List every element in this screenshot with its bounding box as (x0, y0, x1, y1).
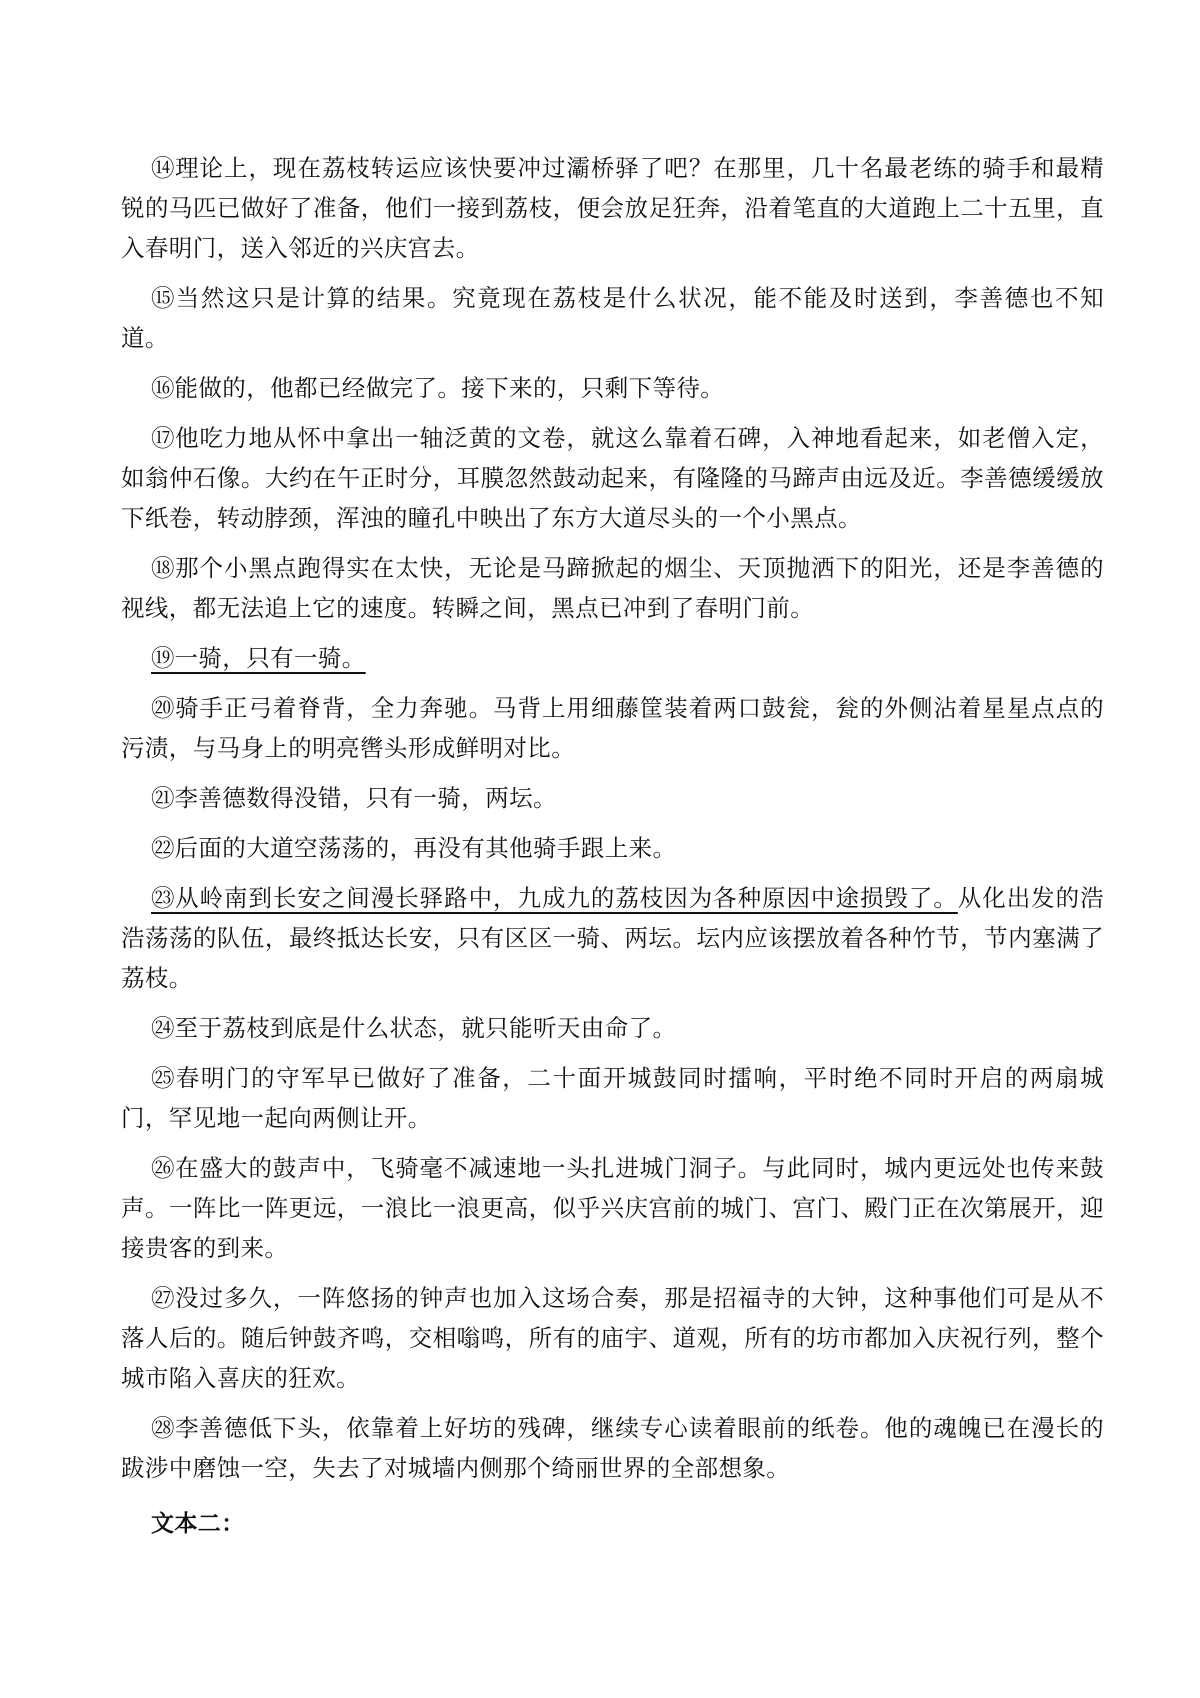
paragraph-number: ㉒ (151, 834, 175, 862)
paragraph-text: 在盛大的鼓声中，飞骑毫不减速地一头扎进城门洞子。与此同时，城内更远处也传来鼓声。一阵比一阵更远，一浪比一浪更高，似乎兴庆宫前的城门、宫门、殿门正在次第展开，迎接贵客的到来。 (121, 1154, 1104, 1262)
paragraph-number: ⑯ (151, 374, 175, 402)
paragraph-number: ⑱ (151, 554, 176, 582)
paragraph-text: 后面的大道空荡荡的，再没有其他骑手跟上来。 (174, 834, 677, 862)
paragraph-27 (121, 1278, 1104, 1398)
paragraph-text: 至于荔枝到底是什么状态，就只能听天由命了。 (174, 1014, 677, 1042)
underlined-text: 从岭南到长安之间漫长驿路中，九成九的荔枝因为各种原因中途损毁了。 (175, 884, 958, 912)
paragraph-number: ㉑ (151, 784, 175, 812)
paragraph-25 (121, 1058, 1104, 1138)
paragraph-number: ⑮ (151, 284, 176, 312)
paragraph-text: 没过多久，一阵悠扬的钟声也加入这场合奏，那是招福寺的大钟，这种事他们可是从不落人后的。随后钟鼓齐鸣，交相嗡鸣，所有的庙宇、道观，所有的坊市都加入庆祝行列，整个城市陷入喜庆的狂欢。 (121, 1284, 1104, 1392)
paragraph-number: ㉗ (151, 1284, 176, 1312)
paragraph-number: ㉓ (151, 884, 176, 912)
paragraph-text: 李善德低下头，依靠着上好坊的残碑，继续专心读着眼前的纸卷。他的魂魄已在漫长的跋涉中磨蚀一空，失去了对城墙内侧那个绮丽世界的全部想象。 (121, 1414, 1104, 1482)
paragraph-text: 当然这只是计算的结果。究竟现在荔枝是什么状况，能不能及时送到，李善德也不知道。 (121, 284, 1104, 352)
paragraph-22 (121, 828, 1104, 868)
paragraph-number: ㉔ (151, 1014, 175, 1042)
paragraph-text: 春明门的守军早已做好了准备，二十面开城鼓同时擂响，平时绝不同时开启的两扇城门，罕见地一起向两侧让开。 (121, 1064, 1104, 1132)
paragraph-text: 那个小黑点跑得实在太快，无论是马蹄掀起的烟尘、天顶抛洒下的阳光，还是李善德的视线，都无法追上它的速度。转瞬之间，黑点已冲到了春明门前。 (121, 554, 1104, 622)
paragraph-18 (121, 548, 1104, 628)
paragraph-24 (121, 1008, 1104, 1048)
paragraph-19 (121, 638, 1104, 678)
underlined-text: 一骑，只有一骑。 (174, 644, 366, 672)
paragraph-text: 从化出发的浩浩荡荡的队伍，最终抵达长安，只有区区一骑、两坛。坛内应该摆放着各种竹节，节内塞满了荔枝。 (121, 884, 1104, 992)
paragraph-number: ⑰ (151, 424, 176, 452)
paragraph-text: 理论上，现在荔枝转运应该快要冲过灞桥驿了吧？在那里，几十名最老练的骑手和最精锐的马匹已做好了准备，他们一接到荔枝，便会放足狂奔，沿着笔直的大道跑上二十五里，直入春明门，送入邻近的兴庆宫去。 (121, 154, 1104, 262)
paragraph-20 (121, 688, 1104, 768)
paragraph-28 (121, 1408, 1104, 1488)
paragraph-text: 李善德数得没错，只有一骑，两坛。 (174, 784, 557, 812)
paragraph-text: 骑手正弓着脊背，全力奔驰。马背上用细藤筐装着两口鼓瓮，瓮的外侧沾着星星点点的污渍，与马身上的明亮辔头形成鲜明对比。 (121, 694, 1104, 762)
paragraph-23 (121, 878, 1104, 998)
paragraph-text: 他吃力地从怀中拿出一轴泛黄的文卷，就这么靠着石碑，入神地看起来，如老僧入定，如翁仲石像。大约在午正时分，耳膜忽然鼓动起来，有隆隆的马蹄声由远及近。李善德缓缓放下纸卷，转动脖颈，浑浊的瞳孔中映出了东方大道尽头的一个小黑点。 (121, 424, 1104, 532)
paragraph-number: ⑳ (151, 694, 176, 722)
paragraph-text: 能做的，他都已经做完了。接下来的，只剩下等待。 (174, 374, 725, 402)
paragraph-number: ㉕ (151, 1064, 176, 1092)
paragraph-21 (121, 778, 1104, 818)
paragraph-16 (121, 368, 1104, 408)
paragraph-26 (121, 1148, 1104, 1268)
paragraph-number: ⑲ (151, 644, 175, 672)
paragraph-17 (121, 418, 1104, 538)
paragraph-number: ⑭ (151, 154, 176, 182)
paragraph-15 (121, 278, 1104, 358)
paragraph-number: ㉖ (151, 1154, 176, 1182)
section-label: 文本二： (151, 1511, 245, 1537)
paragraph-14 (121, 148, 1104, 268)
paragraph-number: ㉘ (151, 1414, 176, 1442)
